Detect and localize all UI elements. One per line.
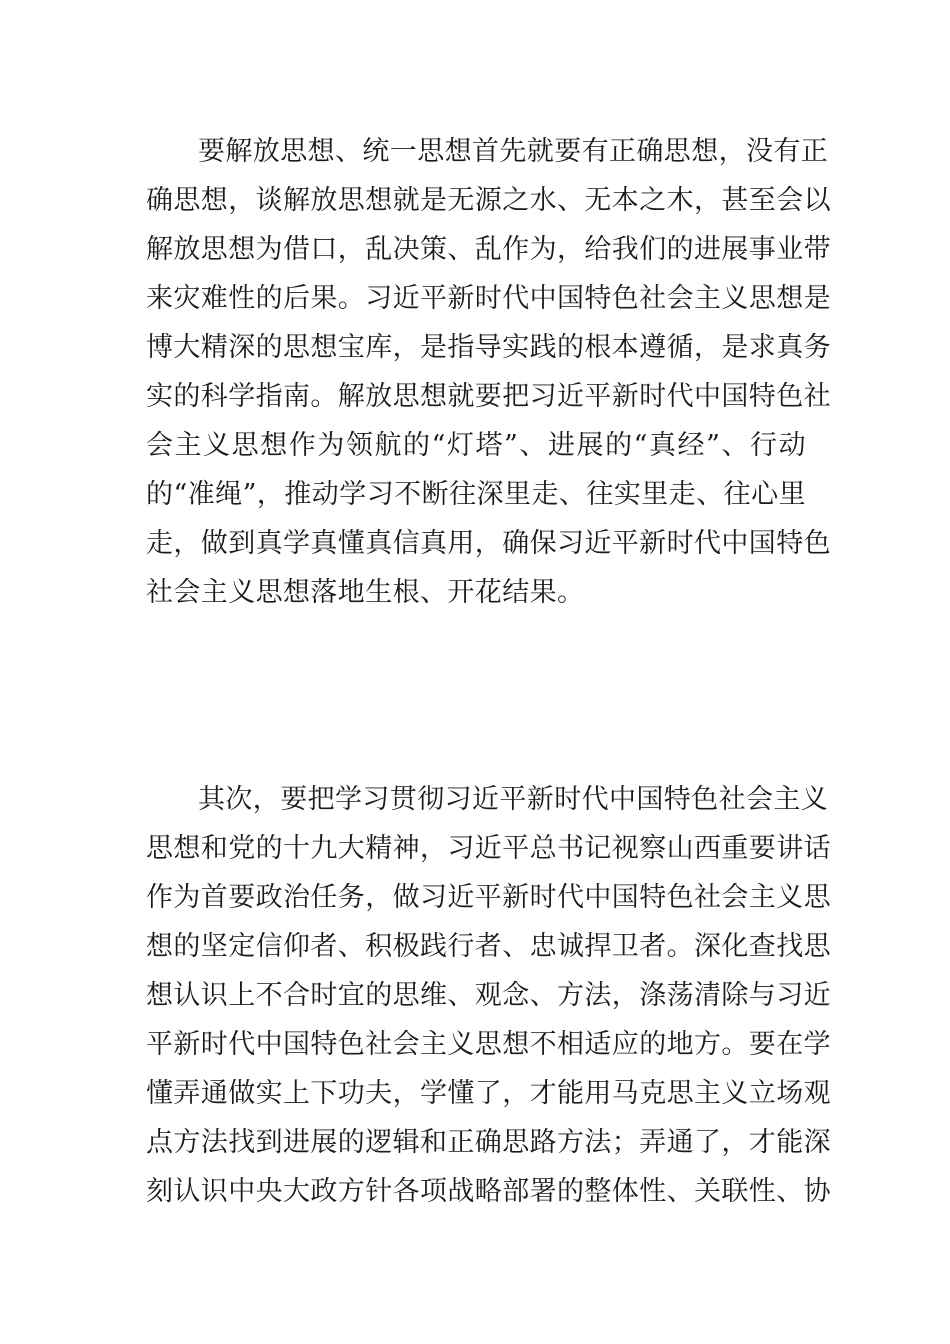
text-line: 社会主义思想落地生根、开花结果。: [146, 577, 585, 608]
text-line: 点方法找到进展的逻辑和正确思路方法；弄通了，才能深: [146, 1127, 831, 1158]
text-line: 来灾难性的后果。习近平新时代中国特色社会主义思想是: [146, 283, 831, 314]
paragraph-2: [146, 775, 831, 1216]
text-line: 作为首要政治任务，做习近平新时代中国特色社会主义思: [146, 882, 831, 913]
text-line: 解放思想为借口，乱决策、乱作为，给我们的进展事业带: [146, 234, 831, 265]
text-line: 确思想，谈解放思想就是无源之水、无本之木，甚至会以: [146, 185, 831, 216]
paragraph-1: [146, 127, 831, 617]
text-line: 想的坚定信仰者、积极践行者、忠诚捍卫者。深化查找思: [146, 931, 831, 962]
text-line: 要解放思想、统一思想首先就要有正确思想，没有正: [198, 136, 829, 167]
text-line: 走，做到真学真懂真信真用，确保习近平新时代中国特色: [146, 528, 831, 559]
text-line: 懂弄通做实上下功夫，学懂了，才能用马克思主义立场观: [146, 1078, 831, 1109]
text-line: 思想和党的十九大精神，习近平总书记视察山西重要讲话: [146, 833, 831, 864]
text-line: 会主义思想作为领航的“灯塔”、进展的“真经”、行动: [146, 430, 806, 461]
text-line: 实的科学指南。解放思想就要把习近平新时代中国特色社: [146, 381, 831, 412]
text-line: 其次，要把学习贯彻习近平新时代中国特色社会主义: [198, 784, 829, 815]
text-line: 平新时代中国特色社会主义思想不相适应的地方。要在学: [146, 1029, 831, 1060]
text-line: 的“准绳”，推动学习不断往深里走、往实里走、往心里: [146, 479, 806, 510]
text-line: 博大精深的思想宝库，是指导实践的根本遵循，是求真务: [146, 332, 831, 363]
text-line: 想认识上不合时宜的思维、观念、方法，涤荡清除与习近: [146, 980, 831, 1011]
text-line: 刻认识中央大政方针各项战略部署的整体性、关联性、协: [146, 1176, 831, 1207]
